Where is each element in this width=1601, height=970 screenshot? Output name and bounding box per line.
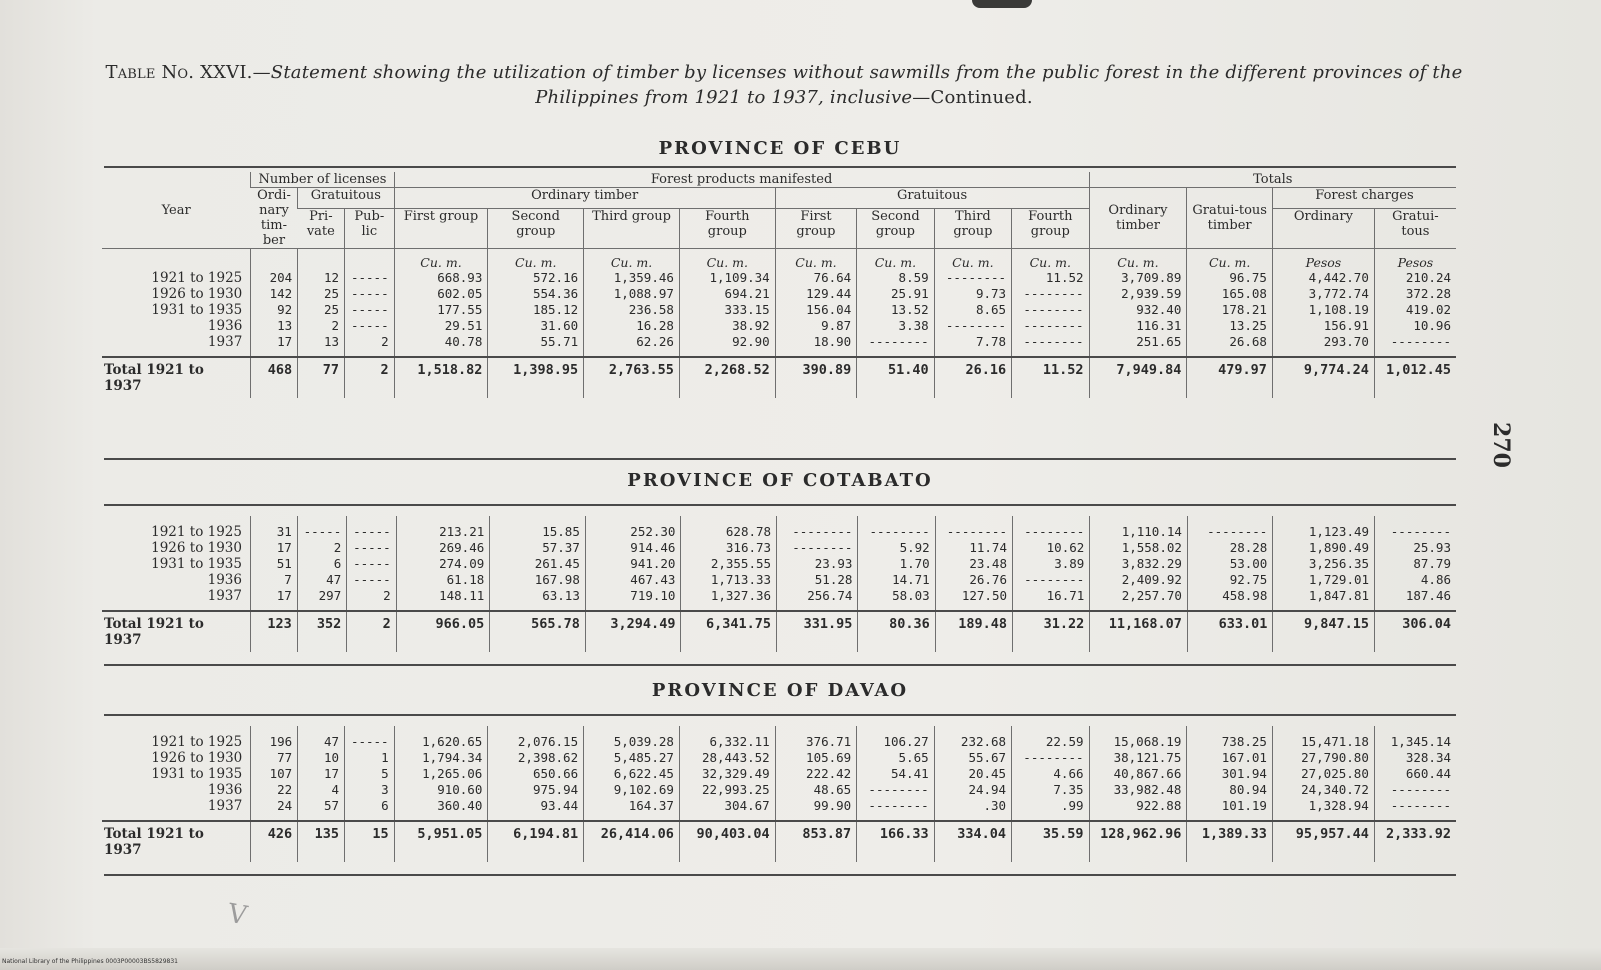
col-gra-second: Second group bbox=[857, 208, 934, 248]
rule bbox=[104, 714, 1456, 716]
total-cell: 352 bbox=[297, 611, 346, 652]
total-cell: 15 bbox=[345, 821, 395, 862]
data-cell: 4,442.70 3,772.74 1,108.19 156.91 293.70 bbox=[1272, 270, 1374, 357]
total-row bbox=[102, 357, 1456, 398]
total-cell: 123 bbox=[250, 611, 297, 652]
data-cell: -------- 10.62 3.89 -------- 16.71 bbox=[1013, 516, 1090, 611]
total-cell: 11.52 bbox=[1012, 357, 1089, 398]
total-cell: 565.78 bbox=[490, 611, 586, 652]
unit-label: Cu. m. bbox=[488, 249, 584, 271]
total-cell: 5,951.05 bbox=[394, 821, 488, 862]
col-ordinary-timber-licenses: Ordi-nary tim-ber bbox=[257, 188, 291, 248]
col-number-of-licenses: Number of licenses bbox=[251, 172, 394, 188]
total-cell: 95,957.44 bbox=[1272, 821, 1374, 862]
data-cell: 572.16 554.36 185.12 31.60 55.71 bbox=[488, 270, 584, 357]
data-cell: 31 17 51 7 17 bbox=[250, 516, 297, 611]
table-row bbox=[102, 270, 1456, 357]
unit-label: Cu. m. bbox=[775, 249, 857, 271]
col-forest-charges: Forest charges bbox=[1272, 188, 1456, 209]
scan-footer: National Library of the Philippines 0003P00003BS5829831 bbox=[2, 958, 178, 965]
total-cell: 166.33 bbox=[857, 821, 934, 862]
total-cell: 1,398.95 bbox=[488, 357, 584, 398]
data-cell: -------- 25.93 87.79 4.86 187.46 bbox=[1375, 516, 1456, 611]
col-gratuitous-timber: Gratuitous bbox=[775, 188, 1089, 209]
year-cell: 1921 to 1925 1926 to 1930 1931 to 1935 1936 1937 bbox=[151, 524, 242, 604]
total-cell: 128,962.96 bbox=[1089, 821, 1187, 862]
data-cell: 668.93 602.05 177.55 29.51 40.78 bbox=[394, 270, 488, 357]
total-label: Total 1921 to 1937 bbox=[102, 357, 251, 398]
col-totals: Totals bbox=[1089, 172, 1456, 188]
total-cell: 2,268.52 bbox=[679, 357, 775, 398]
total-cell: 31.22 bbox=[1013, 611, 1090, 652]
total-cell: 26,414.06 bbox=[584, 821, 680, 862]
table-cebu bbox=[102, 172, 1456, 398]
province-title-davao: PROVINCE OF DAVAO bbox=[651, 680, 909, 701]
data-cell: ----- 2 6 47 297 bbox=[297, 516, 346, 611]
table-row bbox=[102, 516, 1456, 611]
data-cell: 232.68 55.67 20.45 24.94 .30 bbox=[934, 726, 1011, 821]
data-cell: ----- ----- ----- ----- 2 bbox=[347, 516, 396, 611]
col-ord-second: Second group bbox=[488, 208, 584, 248]
total-cell: 1,518.82 bbox=[394, 357, 488, 398]
data-cell: 96.75 165.08 178.21 13.25 26.68 bbox=[1187, 270, 1273, 357]
data-cell: 204 142 92 13 17 bbox=[251, 270, 298, 357]
data-cell: 2,076.15 2,398.62 650.66 975.94 93.44 bbox=[488, 726, 584, 821]
year-cell: 1921 to 1925 1926 to 1930 1931 to 1935 1936 1937 bbox=[151, 734, 243, 814]
col-gra-first: First group bbox=[775, 208, 857, 248]
margin-mark: V bbox=[225, 898, 250, 932]
data-cell: 12 25 25 2 13 bbox=[298, 270, 345, 357]
data-cell: 6,332.11 28,443.52 32,329.49 22,993.25 304.67 bbox=[679, 726, 775, 821]
data-cell: -------- 5.92 1.70 14.71 58.03 bbox=[858, 516, 935, 611]
data-cell: 47 10 17 4 57 bbox=[298, 726, 345, 821]
col-ord-first: First group bbox=[394, 208, 488, 248]
col-gratuitous-licenses: Gratuitous bbox=[298, 188, 394, 209]
data-cell: 11.52 -------- -------- -------- -------- bbox=[1012, 270, 1089, 357]
province-title-cotabato: PROVINCE OF COTABATO bbox=[627, 470, 933, 491]
col-private: Pri-vate bbox=[306, 208, 335, 239]
col-tot-ordinary: Ordinary timber bbox=[1089, 188, 1187, 249]
total-cell: 90,403.04 bbox=[679, 821, 775, 862]
total-label: Total 1921 to 1937 bbox=[102, 611, 250, 652]
data-cell: 252.30 914.46 941.20 467.43 719.10 bbox=[585, 516, 681, 611]
table-row bbox=[102, 726, 1456, 821]
unit-label: Cu. m. bbox=[1012, 249, 1089, 271]
data-cell: 5,039.28 5,485.27 6,622.45 9,102.69 164.37 bbox=[584, 726, 680, 821]
total-cell: 6,341.75 bbox=[681, 611, 777, 652]
unit-label: Cu. m. bbox=[394, 249, 488, 271]
total-cell: 3,294.49 bbox=[585, 611, 681, 652]
total-row bbox=[102, 821, 1456, 862]
page-number: 270 bbox=[1487, 422, 1514, 468]
data-cell: 1,359.46 1,088.97 236.58 16.28 62.26 bbox=[584, 270, 680, 357]
table-caption bbox=[104, 60, 1464, 110]
unit-label: Cu. m. bbox=[1187, 249, 1273, 271]
total-cell: 6,194.81 bbox=[488, 821, 584, 862]
total-cell: 135 bbox=[298, 821, 345, 862]
unit-label: Cu. m. bbox=[934, 249, 1011, 271]
col-charges-ordinary: Ordinary bbox=[1272, 208, 1374, 248]
total-cell: 426 bbox=[251, 821, 298, 862]
unit-label: Pesos bbox=[1374, 249, 1456, 271]
year-cell: 1921 to 1925 1926 to 1930 1931 to 1935 1936 1937 bbox=[151, 270, 243, 350]
data-cell: 196 77 107 22 24 bbox=[251, 726, 298, 821]
table-davao bbox=[102, 726, 1456, 862]
data-cell: 106.27 5.65 54.41 -------- -------- bbox=[857, 726, 934, 821]
caption-lead: Table No. XXVI. bbox=[105, 62, 253, 83]
total-cell: 9,847.15 bbox=[1273, 611, 1375, 652]
rule bbox=[104, 664, 1456, 666]
data-cell: 213.21 269.46 274.09 61.18 148.11 bbox=[396, 516, 490, 611]
total-cell: 2,333.92 bbox=[1374, 821, 1456, 862]
col-year: Year bbox=[161, 202, 191, 218]
total-cell: 479.97 bbox=[1187, 357, 1273, 398]
total-cell: 7,949.84 bbox=[1089, 357, 1187, 398]
total-cell: 26.16 bbox=[934, 357, 1011, 398]
total-cell: 468 bbox=[251, 357, 298, 398]
caption-tail: —Continued. bbox=[912, 87, 1033, 108]
data-cell: 628.78 316.73 2,355.55 1,713.33 1,327.36 bbox=[681, 516, 777, 611]
total-cell: 966.05 bbox=[396, 611, 490, 652]
total-row bbox=[102, 611, 1456, 652]
total-cell: 77 bbox=[298, 357, 345, 398]
total-cell: 11,168.07 bbox=[1090, 611, 1188, 652]
total-cell: 306.04 bbox=[1375, 611, 1456, 652]
total-cell: 334.04 bbox=[934, 821, 1011, 862]
rule bbox=[104, 504, 1456, 506]
data-cell: 22.59 -------- 4.66 7.35 .99 bbox=[1012, 726, 1089, 821]
col-ord-fourth: Fourth group bbox=[679, 208, 775, 248]
unit-label: Pesos bbox=[1272, 249, 1374, 271]
total-cell: 853.87 bbox=[775, 821, 857, 862]
col-gra-third: Third group bbox=[934, 208, 1011, 248]
data-cell: 15.85 57.37 261.45 167.98 63.13 bbox=[490, 516, 586, 611]
data-cell: 210.24 372.28 419.02 10.96 -------- bbox=[1374, 270, 1456, 357]
col-public: Pub-lic bbox=[345, 208, 395, 248]
province-title-cebu: PROVINCE OF CEBU bbox=[658, 138, 902, 159]
total-cell: 80.36 bbox=[858, 611, 935, 652]
total-cell: 633.01 bbox=[1187, 611, 1272, 652]
data-cell: 376.71 105.69 222.42 48.65 99.90 bbox=[775, 726, 857, 821]
total-cell: 331.95 bbox=[777, 611, 858, 652]
unit-label: Cu. m. bbox=[584, 249, 680, 271]
col-ordinary-timber: Ordinary timber bbox=[394, 188, 775, 209]
data-cell: 15,471.18 27,790.80 27,025.80 24,340.72 1,328.94 bbox=[1272, 726, 1374, 821]
col-forest-products: Forest products manifested bbox=[394, 172, 1089, 188]
data-cell: 1,123.49 1,890.49 3,256.35 1,729.01 1,847.81 bbox=[1273, 516, 1375, 611]
unit-label: Cu. m. bbox=[857, 249, 934, 271]
total-cell: 189.48 bbox=[935, 611, 1012, 652]
rule bbox=[104, 166, 1456, 168]
data-cell: ----- ----- ----- ----- 2 bbox=[345, 270, 395, 357]
binding-shadow bbox=[972, 0, 1032, 8]
col-charges-gratuitous: Gratui-tous bbox=[1374, 208, 1456, 248]
data-cell: -------- -------- 23.93 51.28 256.74 bbox=[777, 516, 858, 611]
table-cotabato bbox=[102, 516, 1456, 652]
unit-label: Cu. m. bbox=[1089, 249, 1187, 271]
data-cell: 1,110.14 1,558.02 3,832.29 2,409.92 2,257.70 bbox=[1090, 516, 1188, 611]
data-cell: 1,620.65 1,794.34 1,265.06 910.60 360.40 bbox=[394, 726, 488, 821]
data-cell: ----- 1 5 3 6 bbox=[345, 726, 395, 821]
data-cell: -------- 9.73 8.65 -------- 7.78 bbox=[934, 270, 1011, 357]
caption-title: —Statement showing the utilization of timber by licenses without sawmills from the public forest in the different provinces of the Philippines from 1921 to 1937, inclusive bbox=[252, 62, 1463, 108]
col-ord-third: Third group bbox=[584, 208, 680, 248]
total-label: Total 1921 to 1937 bbox=[102, 821, 251, 862]
total-cell: 390.89 bbox=[775, 357, 857, 398]
unit-label: Cu. m. bbox=[679, 249, 775, 271]
data-cell: 1,345.14 328.34 660.44 -------- -------- bbox=[1374, 726, 1456, 821]
total-cell: 2 bbox=[347, 611, 396, 652]
col-gra-fourth: Fourth group bbox=[1012, 208, 1089, 248]
rule bbox=[104, 874, 1456, 876]
total-cell: 1,389.33 bbox=[1187, 821, 1273, 862]
total-cell: 2,763.55 bbox=[584, 357, 680, 398]
total-cell: 51.40 bbox=[857, 357, 934, 398]
data-cell: 738.25 167.01 301.94 80.94 101.19 bbox=[1187, 726, 1273, 821]
data-cell: -------- 11.74 23.48 26.76 127.50 bbox=[935, 516, 1012, 611]
total-cell: 2 bbox=[345, 357, 395, 398]
total-cell: 35.59 bbox=[1012, 821, 1089, 862]
data-cell: 8.59 25.91 13.52 3.38 -------- bbox=[857, 270, 934, 357]
data-cell: 3,709.89 2,939.59 932.40 116.31 251.65 bbox=[1089, 270, 1187, 357]
total-cell: 9,774.24 bbox=[1272, 357, 1374, 398]
rule bbox=[104, 458, 1456, 460]
total-cell: 1,012.45 bbox=[1374, 357, 1456, 398]
data-cell: 1,109.34 694.21 333.15 38.92 92.90 bbox=[679, 270, 775, 357]
scan-bottom-edge bbox=[0, 948, 1601, 970]
data-cell: 15,068.19 38,121.75 40,867.66 33,982.48 922.88 bbox=[1089, 726, 1187, 821]
data-cell: 76.64 129.44 156.04 9.87 18.90 bbox=[775, 270, 857, 357]
col-tot-gratuitous: Gratui-tous timber bbox=[1187, 188, 1273, 249]
data-cell: -------- 28.28 53.00 92.75 458.98 bbox=[1187, 516, 1272, 611]
